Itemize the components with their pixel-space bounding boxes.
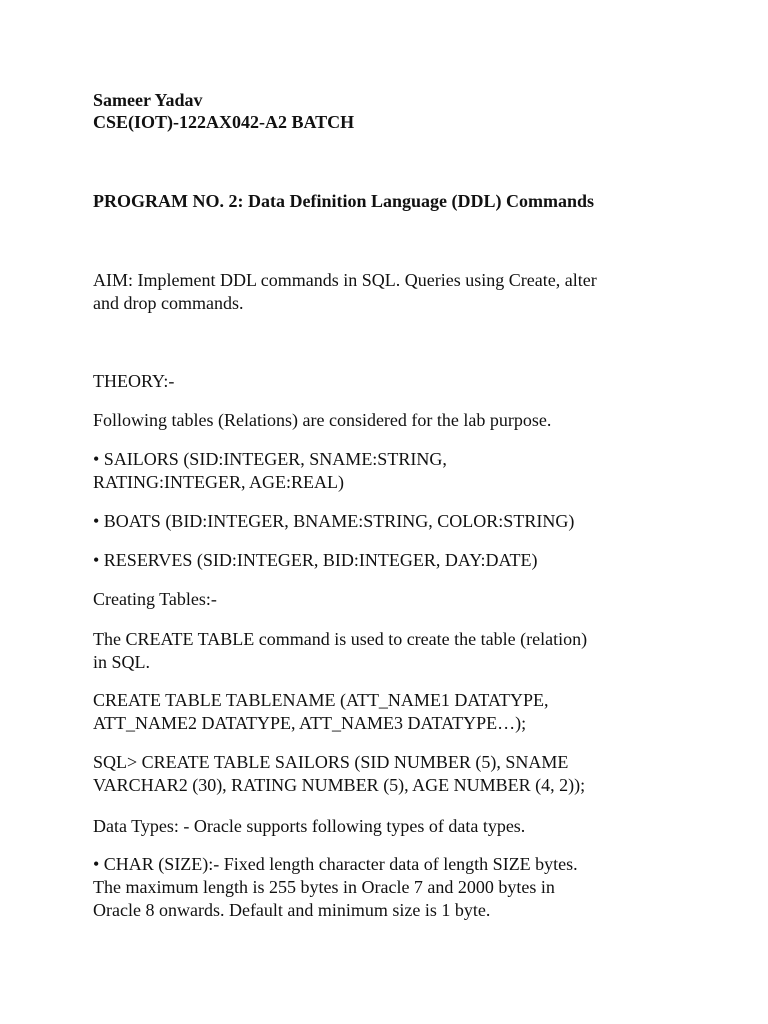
theory-heading: THEORY:- — [93, 371, 175, 391]
syntax-line-1: CREATE TABLE TABLENAME (ATT_NAME1 DATATYPE, — [93, 690, 549, 710]
sql-example-line-1: SQL> CREATE TABLE SAILORS (SID NUMBER (5), SNAME — [93, 752, 569, 772]
author-name: Sameer Yadav — [93, 90, 203, 110]
char-line-1: • CHAR (SIZE):- Fixed length character data of length SIZE bytes. — [93, 854, 578, 874]
char-line-3: Oracle 8 onwards. Default and minimum size is 1 byte. — [93, 900, 491, 920]
sailors-line-2: RATING:INTEGER, AGE:REAL) — [93, 472, 344, 492]
boats-line: • BOATS (BID:INTEGER, BNAME:STRING, COLOR:STRING) — [93, 511, 575, 531]
creating-tables-heading: Creating Tables:- — [93, 589, 217, 609]
aim-line-2: and drop commands. — [93, 293, 244, 313]
create-desc-line-1: The CREATE TABLE command is used to create the table (relation) — [93, 629, 588, 649]
reserves-line: • RESERVES (SID:INTEGER, BID:INTEGER, DAY:DATE) — [93, 550, 538, 570]
author-batch: CSE(IOT)-122AX042-A2 BATCH — [93, 112, 355, 132]
program-title: PROGRAM NO. 2: Data Definition Language (DDL) Commands — [93, 191, 594, 211]
char-line-2: The maximum length is 255 bytes in Oracle 7 and 2000 bytes in — [93, 877, 555, 897]
aim-line-1: AIM: Implement DDL commands in SQL. Queries using Create, alter — [93, 270, 597, 290]
sql-example-line-2: VARCHAR2 (30), RATING NUMBER (5), AGE NUMBER (4, 2)); — [93, 775, 586, 795]
sailors-line-1: • SAILORS (SID:INTEGER, SNAME:STRING, — [93, 449, 447, 469]
create-desc-line-2: in SQL. — [93, 652, 151, 672]
data-types-intro: Data Types: - Oracle supports following types of data types. — [93, 816, 526, 836]
tables-intro: Following tables (Relations) are considered for the lab purpose. — [93, 410, 552, 430]
syntax-line-2: ATT_NAME2 DATATYPE, ATT_NAME3 DATATYPE…); — [93, 713, 527, 733]
